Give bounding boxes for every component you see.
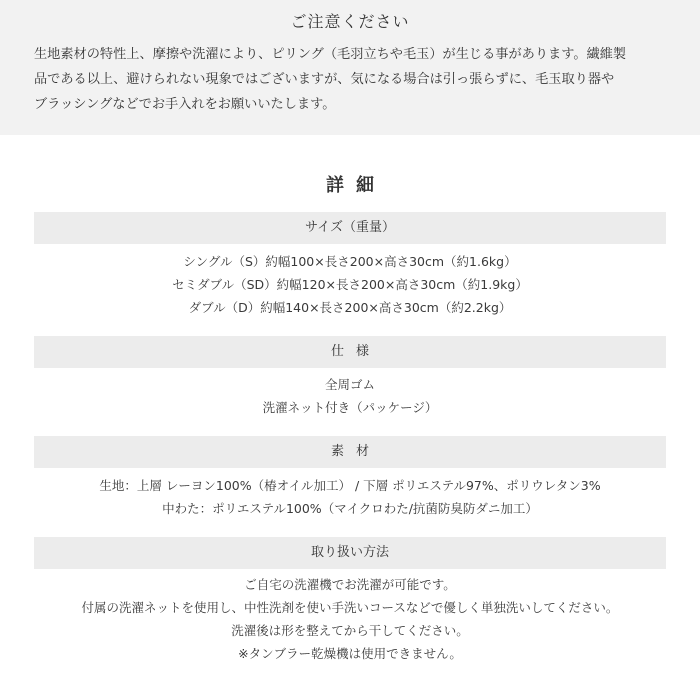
material-line: 中わた：ポリエステル100%（マイクロわた/抗菌防臭防ダニ加工） (162, 501, 538, 516)
section-body-care (0, 573, 700, 665)
notice-box (0, 0, 700, 135)
size-line-double: ダブル（D）約幅140×長さ200×高さ30cm（約2.2kg） (188, 300, 512, 315)
care-line: 付属の洗濯ネットを使用し、中性洗剤を使い手洗いコースなどで優しく単独洗いしてください。 (81, 600, 619, 615)
section-header-size: サイズ（重量） (34, 212, 666, 244)
section-header-material: 素材 (34, 436, 666, 468)
notice-line: ブラッシングなどでお手入れをお願いいたします。 (34, 97, 336, 112)
size-line-semidouble: セミダブル（SD）約幅120×長さ200×高さ30cm（約1.9kg） (172, 277, 528, 292)
spec-line: 全周ゴム (324, 377, 375, 392)
material-line: 生地：上層 レーヨン100%（椿オイル加工） / 下層 ポリエステル97%、ポリウレタン3% (99, 478, 601, 493)
size-line-single: シングル（S）約幅100×長さ200×高さ30cm（約1.6kg） (183, 254, 517, 269)
notice-line: 生地素材の特性上、摩擦や洗濯により、ピリング（毛羽立ちや毛玉）が生じる事があります。繊維製 (34, 47, 627, 62)
section-header-care: 取り扱い方法 (34, 537, 666, 569)
section-body-spec (0, 373, 700, 419)
care-line: ご自宅の洗濯機でお洗濯が可能です。 (244, 577, 456, 592)
details-heading: 詳細 (326, 175, 386, 196)
section-header-spec: 仕様 (34, 336, 666, 368)
section-body-material (0, 474, 700, 520)
notice-title: ご注意ください (290, 12, 410, 31)
care-line: ※タンブラー乾燥機は使用できません。 (238, 646, 462, 661)
notice-body (34, 42, 674, 117)
spec-line: 洗濯ネット付き（パッケージ） (262, 400, 438, 415)
notice-line: 品である以上、避けられない現象ではございますが、気になる場合は引っ張らずに、毛玉取り器や (34, 72, 615, 87)
section-body-size (0, 250, 700, 319)
care-line: 洗濯後は形を整えてから干してください。 (231, 623, 469, 638)
